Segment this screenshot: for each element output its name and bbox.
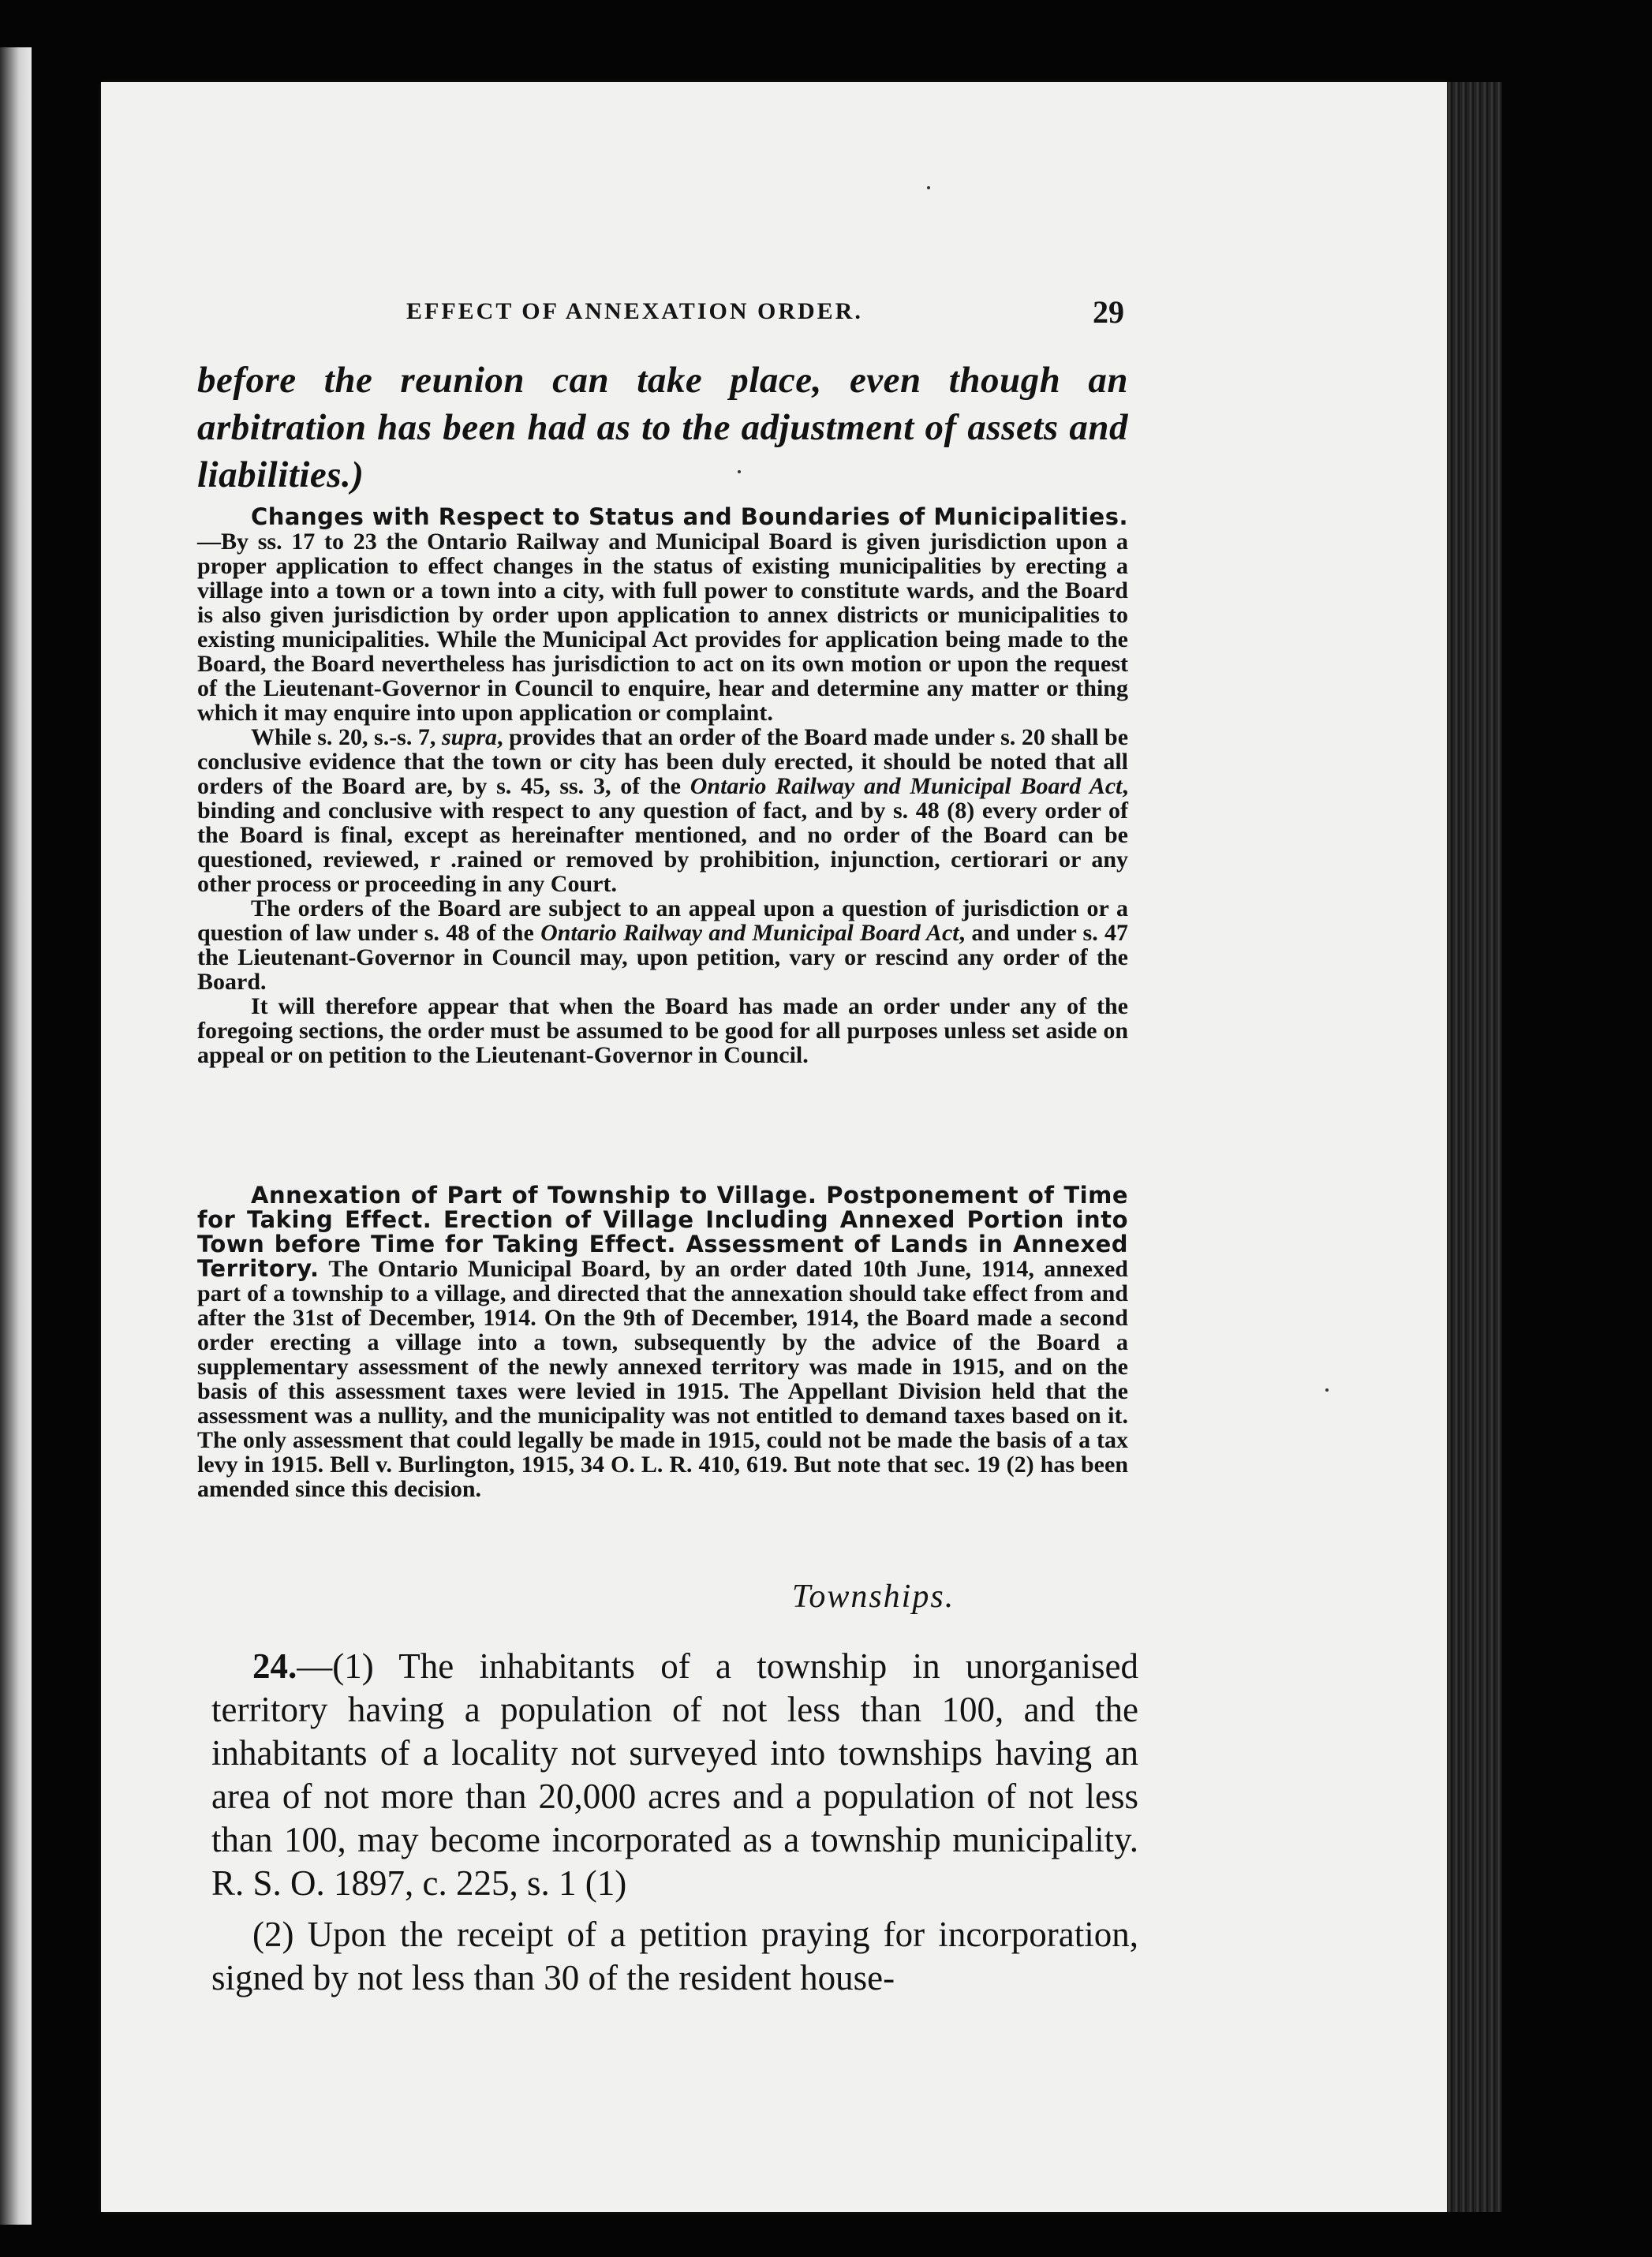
note-changes-status-boundaries	[197, 505, 1128, 1067]
page-number: 29	[1093, 294, 1124, 330]
print-speck	[738, 470, 741, 473]
running-head	[312, 293, 1124, 341]
note2-paragraph	[197, 1183, 1128, 1501]
book-fore-edge	[1447, 82, 1502, 2212]
adjacent-page-edge	[0, 47, 32, 2225]
note1-paragraph-4: It will therefore appear that when the Board has made an order under any of the foregoing sections, the order must be assumed to be good for all purposes unless set aside on appeal or on petition to the Lieutenant-Governor in Council.	[197, 993, 1128, 1068]
note2-body: The Ontario Municipal Board, by an order dated 10th June, 1914, annexed part of a township to a village, and directed that the annexation should take effect from and after the 31st of December, 1914. On the 9th of December, 1914, the Board made a second order erecting a village into a town, subsequently by the advice of the Board a supplementary assessment of the newly annexed territory was made in 1915, and on the basis of this assessment taxes were levied in 1915. The Appellant Division held that the assessment was a nullity, and the municipality was not entitled to demand taxes based on it. The only assessment that could legally be made in 1915, could not be made the basis of a tax levy in 1915. Bell v. Burlington, 1915, 34 O. L. R. 410, 619. But note that sec. 19 (2) has been amended since this decision.	[197, 1256, 1128, 1502]
running-title: EFFECT OF ANNEXATION ORDER.	[406, 298, 863, 324]
note1-paragraph-1	[197, 505, 1128, 725]
section-title-townships: Townships.	[791, 1579, 955, 1615]
note1-body: —By ss. 17 to 23 the Ontario Railway and Municipal Board is given jurisdiction upon a proper application to effect changes in the status of existing municipalities by erecting a village into a town or a town into a city, with full power to constitute wards, and the Board is also given jurisdiction by order upon application to annex districts or municipalities to existing municipalities. While the Municipal Act provides for application being made to the Board, the Board nevertheless has jurisdiction to act on its own motion or upon the request of the Lieutenant-Governor in Council to enquire, hear and determine any matter or thing which it may enquire into upon application or complaint.	[197, 529, 1128, 726]
note2-heading: Annexation of Part of Township to Village. Postponement of Time for Taking Effect. Erection of Village Including Annexed Portion into Town before Time for Taking Effect. Assessment of Lands in Annexed Territory.	[197, 1182, 1128, 1282]
note1-paragraph-2: While s. 20, s.-s. 7, supra, provides that an order of the Board made under s. 20 shall be conclusive evidence that the town or city has been duly erected, it should be noted that all orders of the Board are, by s. 45, ss. 3, of the Ontario Railway and Municipal Board Act, binding and conclusive with respect to any question of fact, and by s. 48 (8) every order of the Board is final, except as hereinafter mentioned, and no order of the Board can be questioned, reviewed, r .rained or removed by prohibition, injunction, certiorari or any other process or proceeding in any Court.	[197, 724, 1129, 897]
print-speck	[1325, 1388, 1329, 1392]
section-24-text: —(1) The inhabitants of a township in unorganised territory having a population of not less than 100, and the inhabitants of a locality not surveyed into townships having an area of not more than 20,000 acres and a population of not less than 100, may become incorporated as a township municipality.	[211, 1646, 1138, 1859]
section-24-subsection-1	[211, 1645, 1138, 1905]
note1-heading: Changes with Respect to Status and Boundaries of Municipalities.	[251, 503, 1128, 530]
statute-citation: R. S. O. 1897, c. 225, s. 1 (1)	[211, 1863, 627, 1903]
note-annexation-township-village	[197, 1183, 1128, 1501]
section-number: 24.	[252, 1646, 297, 1686]
print-speck	[927, 186, 930, 189]
section-24-subsection-2: (2) Upon the receipt of a petition praying for incorporation, signed by not less than 30 of the resident house-	[211, 1915, 1138, 1997]
intro-italic-paragraph: before the reunion can take place, even though an arbitration has been had as to the adjustment of assets and liabilities.)	[197, 360, 1128, 495]
note1-paragraph-3: The orders of the Board are subject to an appeal upon a question of jurisdiction or a question of law under s. 48 of the Ontario Railway and Municipal Board Act, and under s. 47 the Lieutenant-Governor in Council may, upon petition, vary or rescind any order of the Board.	[197, 895, 1128, 995]
